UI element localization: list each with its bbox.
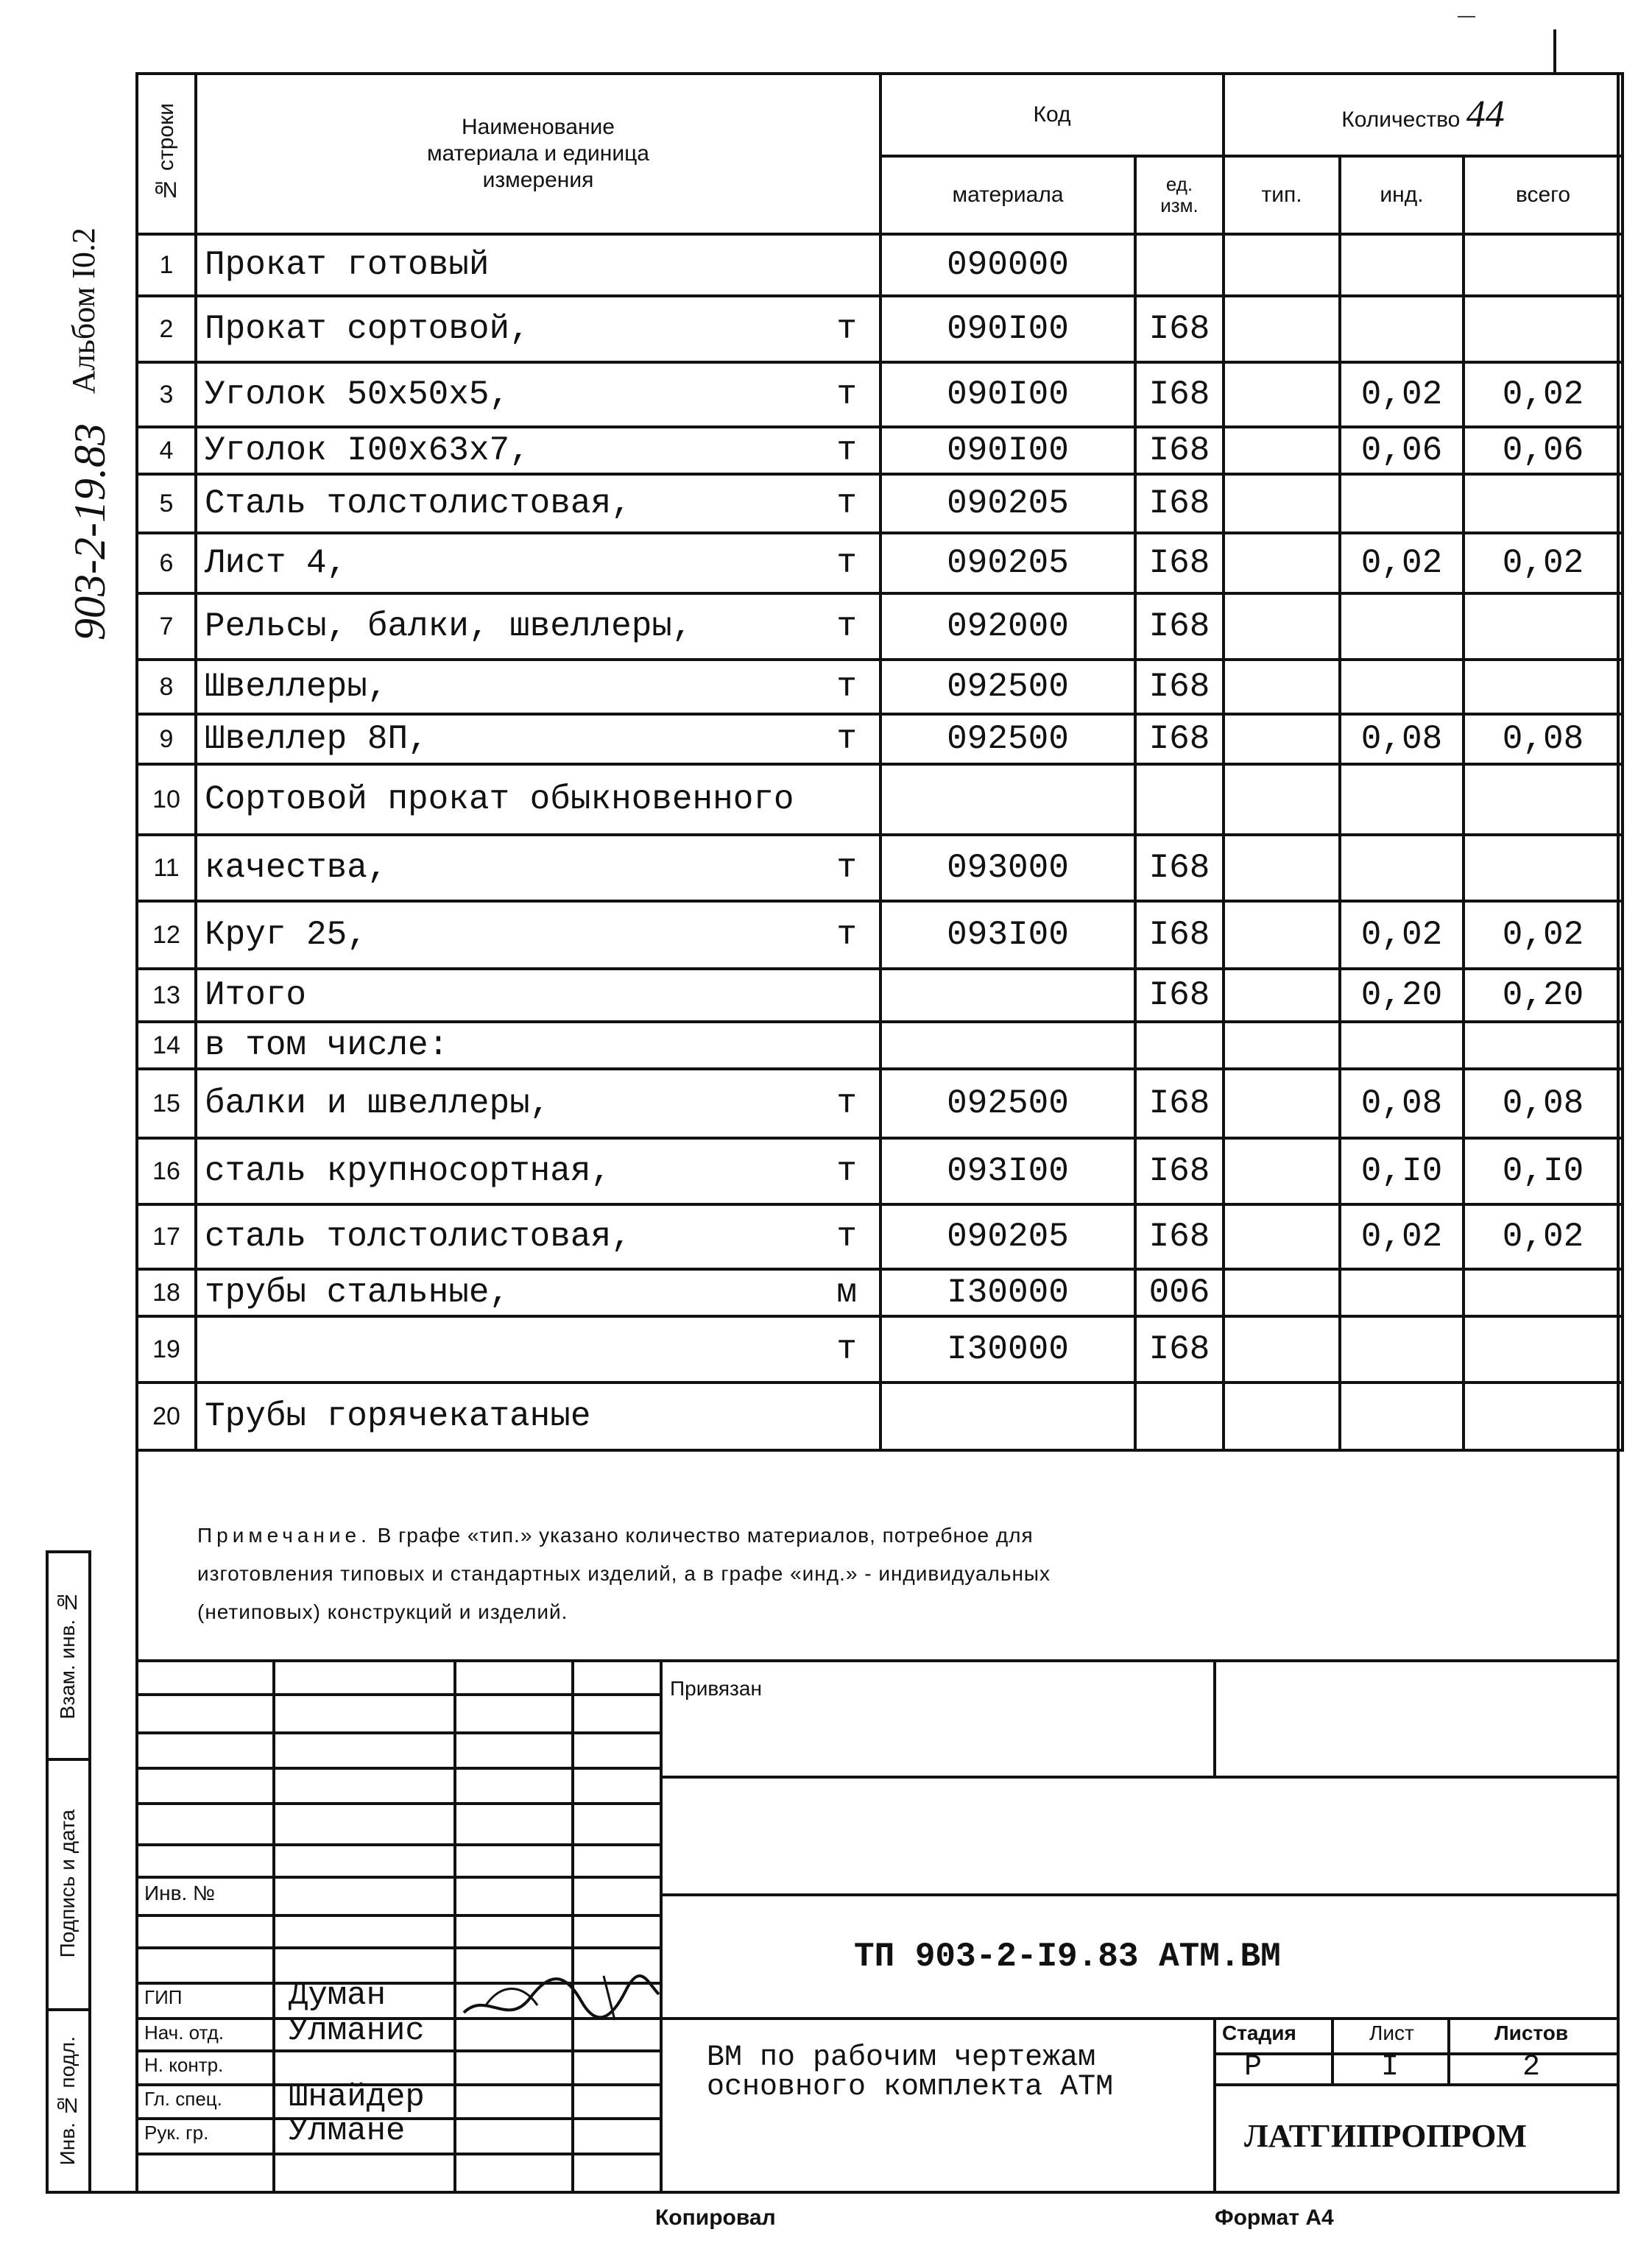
row-qty-total: 0,08 — [1464, 714, 1623, 764]
row-number: 10 — [137, 764, 196, 835]
table-row — [137, 234, 1623, 296]
row-unit-code: I68 — [1135, 660, 1224, 714]
row-qty-ind — [1340, 1383, 1464, 1450]
row-qty-total: 0,08 — [1464, 1069, 1623, 1138]
row-material-code: 093I00 — [880, 1138, 1135, 1204]
row-number: 5 — [137, 474, 196, 533]
row-material-code: 090205 — [880, 1204, 1135, 1269]
qty-handwritten: 44 — [1466, 93, 1505, 135]
sheets-value: 2 — [1522, 2051, 1541, 2084]
material-name-text: качества, — [205, 849, 388, 887]
row-qty-ind — [1340, 660, 1464, 714]
sheet-label: Лист — [1369, 2021, 1414, 2044]
row-material-code: I30000 — [880, 1316, 1135, 1383]
material-unit-label: м — [836, 1274, 857, 1312]
row-qty-type — [1224, 901, 1340, 969]
row-material-name — [196, 1316, 880, 1383]
row-material-name — [196, 835, 880, 901]
row-number: 19 — [137, 1316, 196, 1383]
table-row — [137, 1383, 1623, 1450]
row-unit-code: 006 — [1135, 1269, 1224, 1316]
row-qty-ind: 0,I0 — [1340, 1138, 1464, 1204]
table-row — [137, 764, 1623, 835]
row-number: 14 — [137, 1022, 196, 1069]
row-material-name — [196, 901, 880, 969]
row-material-code: 090205 — [880, 474, 1135, 533]
row-material-code: 092500 — [880, 714, 1135, 764]
material-name-text: Итого — [205, 976, 307, 1014]
row-qty-ind — [1340, 764, 1464, 835]
row-qty-total: 0,02 — [1464, 362, 1623, 427]
role-person-name: Улманис — [289, 2013, 425, 2049]
row-qty-type — [1224, 474, 1340, 533]
privyazan-label: Привязан — [670, 1677, 762, 1700]
row-material-code: I30000 — [880, 1269, 1135, 1316]
material-unit-label: т — [836, 1152, 857, 1190]
row-material-name — [196, 427, 880, 474]
material-name-text: Прокат готовый — [205, 246, 490, 284]
material-name-text: Лист 4, — [205, 544, 347, 582]
side-label-vzam: Взам. инв. № — [56, 1590, 79, 1720]
row-number: 18 — [137, 1269, 196, 1316]
stage-label: Стадия — [1222, 2021, 1296, 2044]
row-qty-total — [1464, 296, 1623, 362]
table-row — [137, 427, 1623, 474]
material-name-text: Сталь толстолистовая, — [205, 484, 632, 523]
material-name-text: сталь крупносортная, — [205, 1152, 612, 1190]
row-qty-ind: 0,02 — [1340, 362, 1464, 427]
row-qty-ind: 0,06 — [1340, 427, 1464, 474]
role-label: Нач. отд. — [144, 2021, 224, 2044]
material-name-text: трубы стальные, — [205, 1274, 510, 1312]
material-unit-label: т — [836, 484, 857, 523]
row-material-name — [196, 764, 880, 835]
row-unit-code: I68 — [1135, 714, 1224, 764]
row-material-code: 090I00 — [880, 362, 1135, 427]
row-qty-type — [1224, 1138, 1340, 1204]
row-number: 3 — [137, 362, 196, 427]
row-qty-total: 0,02 — [1464, 1204, 1623, 1269]
table-row — [137, 1316, 1623, 1383]
role-person-name: Шнайдер — [289, 2079, 425, 2116]
row-number: 13 — [137, 969, 196, 1022]
material-unit-label: т — [836, 544, 857, 582]
material-unit-label: т — [836, 607, 857, 646]
table-row — [137, 296, 1623, 362]
row-number: 11 — [137, 835, 196, 901]
row-unit-code: I68 — [1135, 835, 1224, 901]
row-qty-total: 0,20 — [1464, 969, 1623, 1022]
table-row — [137, 1204, 1623, 1269]
row-material-code: 090205 — [880, 533, 1135, 593]
copied-label: Копировал — [655, 2206, 776, 2230]
row-number: 20 — [137, 1383, 196, 1450]
header-qty-group: Количество 44 — [1224, 74, 1623, 156]
row-number: 8 — [137, 660, 196, 714]
header-qty-ind: инд. — [1340, 156, 1464, 234]
row-unit-code: I68 — [1135, 1204, 1224, 1269]
album-number: Альбом I0.2 — [66, 227, 102, 395]
row-qty-ind: 0,20 — [1340, 969, 1464, 1022]
material-unit-label: т — [836, 375, 857, 414]
material-unit-label: т — [836, 916, 857, 954]
row-qty-ind: 0,02 — [1340, 901, 1464, 969]
row-qty-type — [1224, 234, 1340, 296]
row-number: 6 — [137, 533, 196, 593]
material-unit-label: т — [836, 1218, 857, 1256]
row-material-name — [196, 533, 880, 593]
row-material-code: 092500 — [880, 660, 1135, 714]
row-qty-type — [1224, 714, 1340, 764]
row-qty-type — [1224, 1204, 1340, 1269]
side-label-podpis: Подпись и дата — [56, 1809, 79, 1958]
row-qty-total — [1464, 835, 1623, 901]
row-qty-total: 0,I0 — [1464, 1138, 1623, 1204]
row-qty-ind — [1340, 1022, 1464, 1069]
row-number: 12 — [137, 901, 196, 969]
sheets-label: Листов — [1494, 2021, 1569, 2044]
row-number: 9 — [137, 714, 196, 764]
top-right-dash: — — [1458, 6, 1475, 26]
row-material-name — [196, 593, 880, 660]
row-qty-type — [1224, 533, 1340, 593]
row-qty-ind — [1340, 835, 1464, 901]
header-qty-total: всего — [1464, 156, 1623, 234]
side-label-inv-podl: Инв. № подл. — [56, 2036, 79, 2166]
table-row — [137, 593, 1623, 660]
table-row — [137, 533, 1623, 593]
row-material-name — [196, 362, 880, 427]
row-qty-type — [1224, 362, 1340, 427]
row-unit-code: I68 — [1135, 362, 1224, 427]
row-material-code: 093I00 — [880, 901, 1135, 969]
material-unit-label: т — [836, 1330, 857, 1369]
row-unit-code: I68 — [1135, 296, 1224, 362]
table-row — [137, 660, 1623, 714]
row-qty-type — [1224, 835, 1340, 901]
row-qty-total: 0,02 — [1464, 901, 1623, 969]
row-qty-ind — [1340, 234, 1464, 296]
row-qty-total — [1464, 1383, 1623, 1450]
header-material-name: Наименование материала и единица измерения — [196, 74, 880, 234]
row-unit-code: I68 — [1135, 427, 1224, 474]
material-name-text: сталь толстолистовая, — [205, 1218, 632, 1256]
row-number: 7 — [137, 593, 196, 660]
row-qty-type — [1224, 660, 1340, 714]
material-unit-label: т — [836, 668, 857, 706]
row-material-name — [196, 1069, 880, 1138]
row-qty-type — [1224, 1383, 1340, 1450]
row-qty-type — [1224, 427, 1340, 474]
row-unit-code: I68 — [1135, 593, 1224, 660]
note — [197, 1516, 1596, 1631]
row-unit-code: I68 — [1135, 474, 1224, 533]
row-qty-ind: 0,08 — [1340, 714, 1464, 764]
row-number: 4 — [137, 427, 196, 474]
role-person-name: Думан — [289, 1977, 386, 2014]
row-qty-ind — [1340, 296, 1464, 362]
row-qty-ind: 0,02 — [1340, 533, 1464, 593]
row-unit-code — [1135, 234, 1224, 296]
table-row — [137, 1022, 1623, 1069]
format-label: Формат А4 — [1215, 2206, 1334, 2230]
row-qty-total — [1464, 593, 1623, 660]
material-name-text: Рельсы, балки, швеллеры, — [205, 607, 693, 646]
document-code: ТП 903-2-I9.83 АТМ.ВМ — [854, 1938, 1281, 1976]
row-qty-ind — [1340, 593, 1464, 660]
row-qty-ind — [1340, 1316, 1464, 1383]
table-row — [137, 901, 1623, 969]
row-material-name — [196, 969, 880, 1022]
material-name-text: Трубы горячекатаные — [205, 1397, 591, 1436]
row-material-code — [880, 764, 1135, 835]
signature — [456, 1961, 663, 2035]
top-right-mark — [1553, 29, 1556, 74]
inv-no-label: Инв. № — [144, 1882, 216, 1904]
drawing-code: 903-2-19.83 — [66, 423, 114, 640]
row-qty-total — [1464, 1269, 1623, 1316]
table-row — [137, 835, 1623, 901]
role-label: Н. контр. — [144, 2054, 224, 2076]
row-material-code: 090I00 — [880, 296, 1135, 362]
materials-table — [135, 72, 1624, 1452]
header-row-number: № строки — [137, 74, 196, 234]
material-name-text: в том числе: — [205, 1026, 449, 1064]
material-unit-label: т — [836, 720, 857, 758]
material-name-text: Швеллер 8П, — [205, 720, 428, 758]
row-qty-type — [1224, 1316, 1340, 1383]
row-unit-code — [1135, 764, 1224, 835]
material-unit-label: т — [836, 849, 857, 887]
row-qty-total: 0,02 — [1464, 533, 1623, 593]
row-qty-type — [1224, 1022, 1340, 1069]
row-unit-code: I68 — [1135, 1316, 1224, 1383]
role-person-name: Улмане — [289, 2113, 406, 2150]
material-unit-label: т — [836, 1084, 857, 1123]
role-label: ГИП — [144, 1986, 183, 2008]
table-row — [137, 362, 1623, 427]
note-title: Примечание. — [197, 1524, 371, 1547]
row-material-name — [196, 1383, 880, 1450]
row-qty-total: 0,06 — [1464, 427, 1623, 474]
row-qty-total — [1464, 660, 1623, 714]
row-qty-type — [1224, 764, 1340, 835]
row-qty-total — [1464, 1022, 1623, 1069]
note-line-2: изготовления типовых и стандартных изделий, а в графе «инд.» - индивидуальных — [197, 1562, 1051, 1585]
role-label: Рук. гр. — [144, 2122, 209, 2144]
row-material-name — [196, 1138, 880, 1204]
material-name-text: Уголок I00x63x7, — [205, 431, 530, 470]
row-material-name — [196, 714, 880, 764]
row-material-name — [196, 474, 880, 533]
table-row — [137, 474, 1623, 533]
album-label — [65, 110, 124, 640]
material-unit-label: т — [836, 310, 857, 348]
row-number: 2 — [137, 296, 196, 362]
row-qty-ind: 0,02 — [1340, 1204, 1464, 1269]
table-row — [137, 969, 1623, 1022]
row-unit-code — [1135, 1022, 1224, 1069]
row-unit-code: I68 — [1135, 901, 1224, 969]
row-material-code: 090000 — [880, 234, 1135, 296]
row-qty-total — [1464, 764, 1623, 835]
row-qty-ind: 0,08 — [1340, 1069, 1464, 1138]
row-material-code: 093000 — [880, 835, 1135, 901]
organization-name: ЛАТГИПРОПРОМ — [1244, 2118, 1527, 2154]
row-material-code: 092500 — [880, 1069, 1135, 1138]
table-row — [137, 1138, 1623, 1204]
row-material-code — [880, 1022, 1135, 1069]
row-material-code — [880, 969, 1135, 1022]
material-name-text: Прокат сортовой, — [205, 310, 530, 348]
row-material-name — [196, 296, 880, 362]
row-qty-total — [1464, 1316, 1623, 1383]
role-label: Гл. спец. — [144, 2088, 222, 2110]
row-qty-ind — [1340, 474, 1464, 533]
row-material-name — [196, 1269, 880, 1316]
row-material-name — [196, 234, 880, 296]
document-title: ВМ по рабочим чертежам основного комплекта АТМ — [707, 2041, 1114, 2104]
stage-value: Р — [1244, 2051, 1263, 2084]
row-material-name — [196, 1204, 880, 1269]
table-row — [137, 1269, 1623, 1316]
row-qty-type — [1224, 1269, 1340, 1316]
row-unit-code — [1135, 1383, 1224, 1450]
header-code-group: Код — [880, 74, 1224, 156]
row-number: 16 — [137, 1138, 196, 1204]
note-line-3: (нетиповых) конструкций и изделий. — [197, 1600, 568, 1623]
row-number: 1 — [137, 234, 196, 296]
table-row — [137, 1069, 1623, 1138]
header-code-unit: ед. изм. — [1135, 156, 1224, 234]
header-code-material: материала — [880, 156, 1135, 234]
row-material-name — [196, 660, 880, 714]
row-qty-ind — [1340, 1269, 1464, 1316]
material-name-text: Уголок 50x50x5, — [205, 375, 510, 414]
material-name-text: Круг 25, — [205, 916, 367, 954]
row-unit-code: I68 — [1135, 533, 1224, 593]
row-qty-type — [1224, 593, 1340, 660]
row-material-name — [196, 1022, 880, 1069]
row-material-code: 090I00 — [880, 427, 1135, 474]
row-number: 15 — [137, 1069, 196, 1138]
row-qty-type — [1224, 296, 1340, 362]
material-name-text: Швеллеры, — [205, 668, 388, 706]
note-line-1: В графе «тип.» указано количество материалов, потребное для — [377, 1524, 1034, 1547]
header-qty-type: тип. — [1224, 156, 1340, 234]
table-row — [137, 714, 1623, 764]
row-qty-total — [1464, 474, 1623, 533]
material-name-text: балки и швеллеры, — [205, 1084, 551, 1123]
row-unit-code: I68 — [1135, 1069, 1224, 1138]
row-number: 17 — [137, 1204, 196, 1269]
row-unit-code: I68 — [1135, 969, 1224, 1022]
row-material-code: 092000 — [880, 593, 1135, 660]
row-qty-type — [1224, 1069, 1340, 1138]
sheet-value: I — [1381, 2051, 1399, 2084]
row-material-code — [880, 1383, 1135, 1450]
row-qty-total — [1464, 234, 1623, 296]
material-name-text: Сортовой прокат обыкновенного — [205, 780, 794, 819]
row-qty-type — [1224, 969, 1340, 1022]
row-unit-code: I68 — [1135, 1138, 1224, 1204]
material-unit-label: т — [836, 431, 857, 470]
